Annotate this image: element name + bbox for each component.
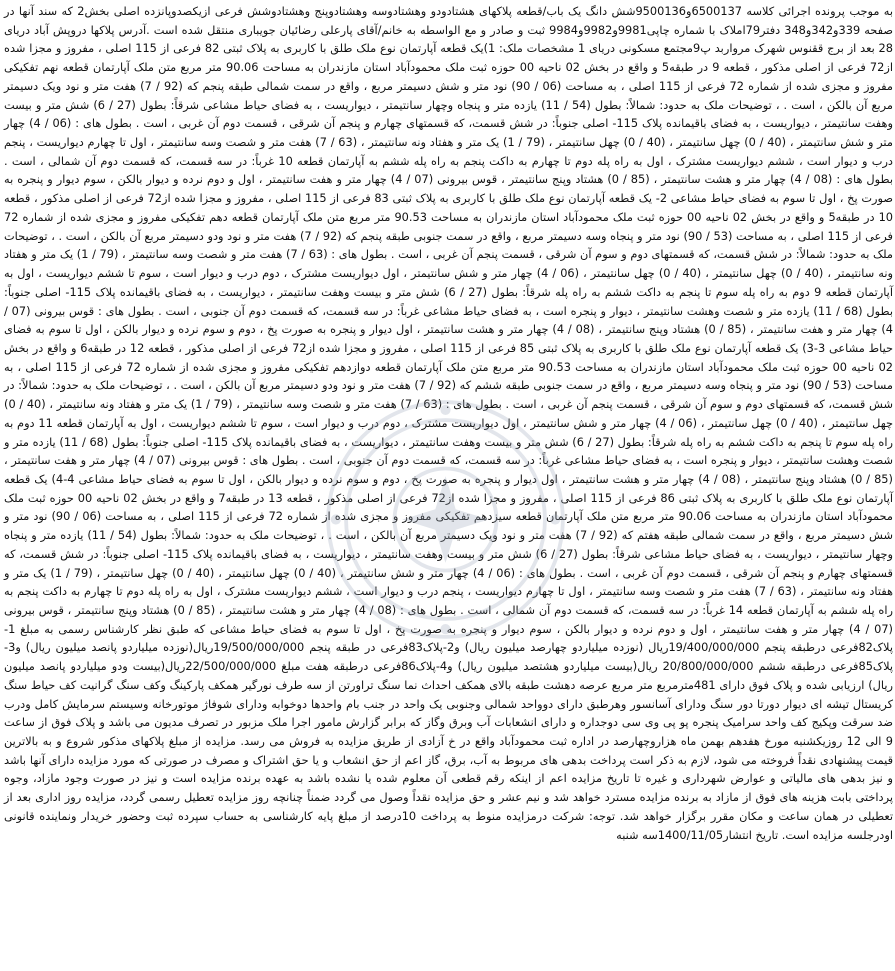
- notice-body-text: به موجب پرونده اجرائی کلاسه 6500137و9500136شش دانگ یک باب/قطعه پلاکهای هشتادودو وهشتادوسه وهشتادوپنج وهشتادوشش فرعی ازیکصدوپانزده اصلی بخش2 که سند آنها در صفحه 339و342و348 دفتر79املاک با شماره چاپی9981و9982و9984 ثبت و صادر و مع الواسطه به خانم/آقای پارعلی رضائیان جویباری منتقل شده است .آدرس پلاکها دروپش آباد دریای 28 بعد از برج ققنوس شهرک مرواربد پ9مجتمع مسکونی دریای 1 مشخصات ملک: 1)یک قطعه آپارتمان نوع ملک طلق با کاربری به پلاک ثبتی 82 فرعی از 115 اصلی ، مفروز و مجزا شده از72 فرعی از اصلی مذکور ، قطعه 9 در طبقه5 و واقع در بخش 02 ناحیه 00 حوزه ثبت ملک محمودآباد استان مازندران به مساحت 90.06 متر مربع متن ملک آپارتمان قطعه نهم تفکیکی مفروز و مجزی شده از شماره 72 فرعی از 115 اصلی ، به مساحت (06 / 90) نود متر و شش دسیمتر مربع ، واقع در سمت شمالی طبقه پنجم که (92 / 7) هفت متر و نود ویک دسیمتر مربع آن بالکن ، است . ، توضیحات ملک به حدود: شمالاً: بطول (54 / 11) یازده متر و پنجاه وچهار سانتیمتر ، دیواریست ، به فضای حیاط مشاعی شرقاً: بطول (27 / 6) شش متر و بیست وهفت سانتیمتر ، دیواریست ، به فضای باقیمانده پلاک 115- اصلی جنوباً: در شش قسمت، که قسمتهای چهارم و پنجم آن شرقی ، قسمت دوم آن غربی ، است . بطول های : (06 / 4) چهار متر و شش سانتیمتر ، (40 / 0) چهل سانتیمتر ، (40 / 0) چهل سانتیمتر ، (79 / 1) یک متر و هفتاد ونه سانتیمتر ، (63 / 7) هفت متر و شصت وسه سانتیمتر ، اول تا چهارم دیواریست ، پنجم درب و دیوار است ، ششم دیواریست مشترک ، اول به راه پله دوم تا چهارم به داکت پنجم به راه پله ششم به آپارتمان قطعه 10 غرباً: در سه قسمت، که قسمت دوم آن شمالی ، است . بطول های : (08 / 4) چهار متر و هشت سانتیمتر ، (85 / 0) هشتاد وپنج سانتیمتر ، قوس بیرونی (07 / 4) چهار متر و هفت سانتیمتر ، اول و دوم نرده و دیوار بالکن ، سوم دیوار و پنجره به صورت پخ ، اول تا سوم به فضای حیاط مشاعی 2- یک قطعه آپارتمان نوع ملک طلق با کاربری به پلاک ثبتی 83 فرعی از 115 اصلی ، مفروز و مجزا شده از72 فرعی از اصلی مذکور ، قطعه 10 در طبقه5 و واقع در بخش 02 ناحیه 00 حوزه ثبت ملک محمودآباد استان مازندران به مساحت 90.53 متر مربع متن ملک آپارتمان قطعه دهم تفکیکی مفروز و مجزی شده از شماره 72 فرعی از 115 اصلی ، به مساحت (53 / 90) نود متر و پنجاه وسه دسیمتر مربع ، واقع در سمت جنوبی طبقه پنجم که (92 / 7) هفت متر و نود ودو دسیمتر مربع آن بالکن ، است . ، توضیحات ملک به حدود: شمالاً: در شش قسمت، که قسمتهای دوم و سوم آن شرقی ، قسمت پنجم آن غربی ، است . بطول های : (63 / 7) هفت متر و شصت وسه سانتیمتر ، (79 / 1) یک متر و هفتاد ونه سانتیمتر ، (40 / 0) چهل سانتیمتر ، (40 / 0) چهل سانتیمتر ، (06 / 4) چهار متر و شش سانتیمتر ، اول دیواریست مشترک ، دوم درب و دیوار است ، سوم تا ششم دیواریست ، اول به آپارتمان قطعه 9 دوم به راه پله سوم تا پنجم به داکت ششم به راه پله شرقاً: بطول (27 / 6) شش متر و بیست وهفت سانتیمتر ، دیواریست ، به فضای باقیمانده پلاک 115- اصلی جنوباً: بطول (68 / 11) یازده متر و شصت وهشت سانتیمتر ، دیوار و پنجره است ، به فضای حیاط مشاعی غرباً: در سه قسمت، که قسمت دوم آن جنوبی ، است . بطول های : قوس بیرونی (07 / 4) چهار متر و هفت سانتیمتر ، (85 / 0) هشتاد وپنج سانتیمتر ، (08 / 4) چهار متر و هشت سانتیمتر ، اول دیوار و پنجره به صورت پخ ، دوم و سوم نرده و دیوار بالکن ، اول تا سوم به فضای حیاط مشاعی 3-3) یک قطعه آپارتمان نوع ملک طلق با کاربری به پلاک ثبتی 85 فرعی از 115 اصلی ، مفروز و مجزا شده از72 فرعی از اصلی مذکور ، قطعه 12 در طبقه6 و واقع در بخش 02 ناحیه 00 حوزه ثبت ملک محمودآباد استان مازندران به مساحت 90.53 متر مربع متن ملک آپارتمان قطعه دوازدهم تفکیکی مفروز و مجزی شده از شماره 72 فرعی از 115 اصلی ، به مساحت (53 / 90) نود متر و پنجاه وسه دسیمتر مربع ، واقع در سمت جنوبی طبقه ششم که (92 / 7) هفت متر و نود ودو دسیمتر مربع آن بالکن ، است . ، توضیحات ملک به حدود: شمالاً: در شش قسمت، که قسمتهای دوم و سوم آن شرقی ، قسمت پنجم آن غربی ، است . بطول های : (63 / 7) هفت متر و شصت وسه سانتیمتر ، (79 / 1) یک متر و هفتاد ونه سانتیمتر ، (40 / 0) چهل سانتیمتر ، (40 / 0) چهل سانتیمتر ، (06 / 4) چهار متر و شش سانتیمتر ، اول دیواریست مشترک ، دوم درب و دیوار است ، سوم تا ششم دیواریست ، اول به آپارتمان قطعه 11 دوم به راه پله سوم تا پنجم به داکت ششم به راه پله شرقاً: بطول (27 / 6) شش متر و بیست وهفت سانتیمتر ، دیواریست ، به فضای باقیمانده پلاک 115- اصلی جنوباً: بطول (68 / 11) یازده متر و شصت وهشت سانتیمتر ، دیوار و پنجره است ، به فضای حیاط مشاعی غرباً: در سه قسمت، که قسمت دوم آن جنوبی ، است . بطول های : قوس بیرونی (07 / 4) چهار متر و هفت سانتیمتر ، (85 / 0) هشتاد وپنج سانتیمتر ، (08 / 4) چهار متر و هشت سانتیمتر ، اول دیوار و پنجره به صورت پخ ، دوم و سوم نرده و دیوار بالکن ، اول تا سوم به فضای حیاط مشاعی 4-4) یک قطعه آپارتمان نوع ملک طلق با کاربری به پلاک ثبتی 86 فرعی از 115 اصلی ، مفروز و مجزا شده از72 فرعی از اصلی مذکور ، قطعه 13 در طبقه7 و واقع در بخش 02 ناحیه 00 حوزه ثبت ملک محمودآباد استان مازندران به مساحت 90.06 متر مربع متن ملک آپارتمان قطعه سیزدهم تفکیکی مفروز و مجزی شده از شماره 72 فرعی از 115 اصلی ، به مساحت (06 / 90) نود متر و شش دسیمتر مربع ، واقع در سمت شمالی طبقه هفتم که (92 / 7) هفت متر و نود ویک دسیمتر مربع آن بالکن ، است . ، توضیحات ملک به حدود: شمالاً: بطول (54 / 11) یازده متر و پنجاه وچهار سانتیمتر ، دیواریست ، به فضای حیاط مشاعی شرقاً: بطول (27 / 6) شش متر و بیست وهفت سانتیمتر ، دیواریست ، به فضای باقیمانده پلاک 115- اصلی جنوباً: در شش قسمت، که قسمتهای چهارم و پنجم آن شرقی ، قسمت دوم آن غربی ، است . بطول های : (06 / 4) چهار متر و شش سانتیمتر ، (40 / 0) چهل سانتیمتر ، (40 / 0) چهل سانتیمتر ، (79 / 1) یک متر و هفتاد ونه سانتیمتر ، (63 / 7) هفت متر و شصت وسه سانتیمتر ، اول تا چهارم دیواریست ، پنجم درب و دیوار است ، ششم دیواریست مشترک ، اول به راه پله دوم تا چهارم به داکت پنجم به راه پله ششم به آپارتمان قطعه 14 غرباً: در سه قسمت، که قسمت دوم آن شمالی ، است . بطول های : (08 / 4) چهار متر و هشت سانتیمتر ، (85 / 0) هشتاد وپنج سانتیمتر ، قوس بیرونی (07 / 4) چهار متر و هفت سانتیمتر ، اول و دوم نرده و دیوار بالکن ، سوم دیوار و پنجره به صورت پخ ، اول تا سوم به فضای حیاط مشاعی که طبق نظر کارشناس رسمی به مبلغ 1-پلاک82فرعی درطبقه پنجم 19/400/000/000ریال (نوزده میلیاردو چهارصد میلیون ریال) و2-پلاک83فرعی در طبقه پنجم 19/500/000/000ریال(نوزده میلیاردو پانصد میلیون ریال) و3-پلاک85فرعی درطبقه ششم 20/800/000/000 ریال(بیست میلیاردو هشتصد میلیون ریال) و4-پلاک86فرعی درطبقه هفت مبلغ 22/500/000/000ریال(بیست ودو میلیاردو پانصد میلیون ریال) ارزیابی شده و پلاک فوق دارای 481مترمربع متر مربع عرصه دهشت طبقه بالای همکف احداث نما سنگ تراورتن از سه طرف نورگیر همکف پارکینگ وکف سنگ گرانیت کف حیاط سنگ کریستال تیشه ای دیوار دورتا دور سنگ ودارای آسانسور وهرطبق دارای دوواحد شمالی وجنوبی یک واحد در جنب بام واحدها دوخوابه ودارای شوفاژ موتورخانه وسیستم سرمایش کامل ودرب ضد سرقت وپکیج کف واحد سرامیک پنجره پو پی وی سی دوجداره و دارای انشعابات آب وبرق وگاز که برابر گزارش مامور اجرا ملک مزبور در تصرف مدیون می باشد و پلاک فوق از ساعت 9 الی 12 روزیکشنبه مورخ هفدهم بهمن ماه هزاروچهارصد در اداره ثبت محمودآباد واقع در خ آزادی از طریق مزایده به فروش می رسد. مزایده از مبلغ پلاکهای مذکور شروع و به بالاترین قیمت پیشنهادی نقداً فروخته می شود، لازم به ذکر است پرداخت بدهی های مربوط به آب، برق، گاز اعم از حق انشعاب و یا حق اشتراک و مصرف در صورتی که مورد مزایده دارای آنها باشد و نیز بدهی های مالیاتی و عوارض شهرداری و غیره تا تاریخ مزایده اعم از اینکه رقم قطعی آن معلوم شده یا نشده باشد به عهده برنده مزایده است و نیز در صورت وجود مازاد، وجوه پرداختی بابت هزینه های فوق از مازاد به برنده مزایده مسترد خواهد شد و نیم عشر و حق مزایده نقداً وصول می گردد ضمناً چنانچه روز مزایده تعطیل رسمی گردد، مزایده روز اداری بعد از تعطیلی در همان ساعت و مکان مقرر برگزار خواهد شد. توجه: شرکت درمزایده منوط به پرداخت 10درصد از مبلغ پایه کارشناسی به حساب سپرده ثبت وحضور خریدار ونماینده قانونی اودرجلسه مزایده است. تاریخ انتشار1400/11/05سه شنبه: [4, 4, 894, 842]
